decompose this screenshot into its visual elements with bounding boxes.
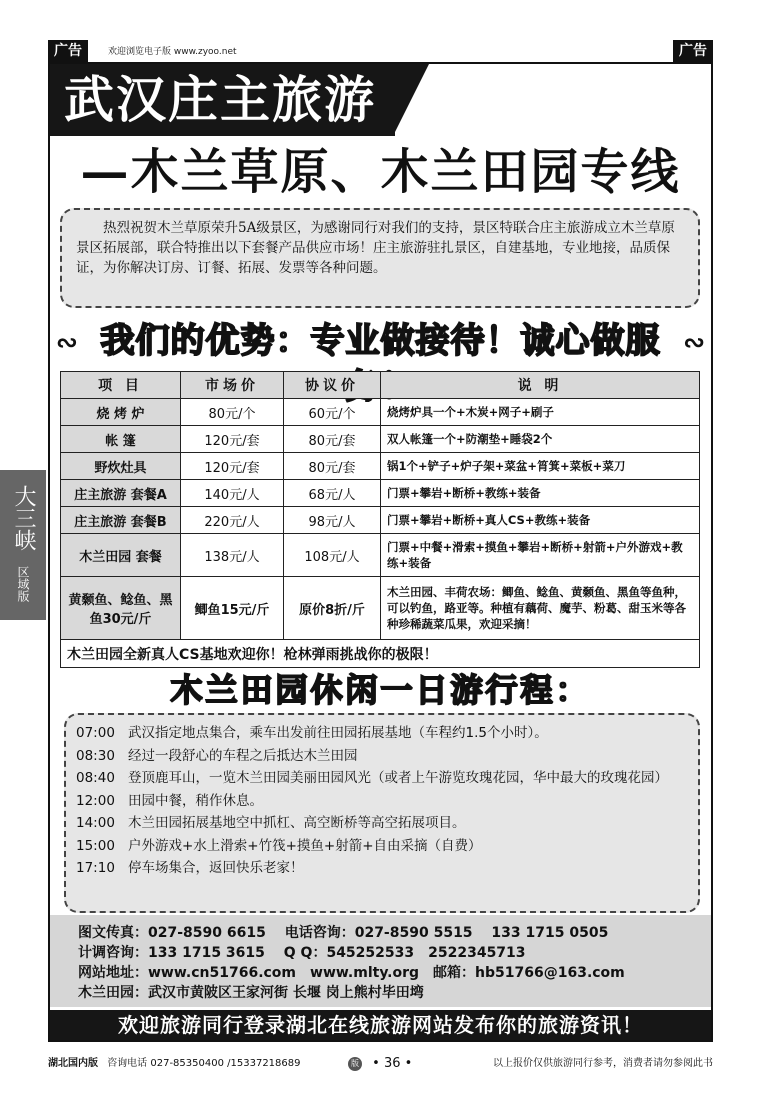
cell-item: 庄主旅游 套餐A [61,480,181,507]
cell-desc: 门票+攀岩+断桥+真人CS+教练+装备 [381,507,700,534]
cell-market: 138元/人 [181,534,284,577]
cell-item: 野炊灶具 [61,453,181,480]
itinerary-box [64,713,700,913]
itinerary-text: 经过一段舒心的车程之后抵达木兰田园 [128,747,358,764]
cell-desc: 门票+攀岩+断桥+教练+装备 [381,480,700,507]
cell-agreement: 68元/人 [284,480,381,507]
contact-address: 木兰田园：武汉市黄陂区王家河街 长堰 岗上熊村毕田塆 [78,985,424,1001]
itinerary-row [76,722,688,745]
table-row [61,426,700,453]
table-row [61,399,700,426]
table-row [61,507,700,534]
cell-market: 220元/人 [181,507,284,534]
cell-desc: 双人帐篷一个+防潮垫+睡袋2个 [381,426,700,453]
cell-market: 120元/套 [181,426,284,453]
table-row [61,534,700,577]
header-item: 项 目 [61,372,181,399]
itinerary-text: 武汉指定地点集合，乘车出发前往田园拓展基地（车程约1.5个小时）。 [128,725,548,741]
slogan-text: 我们的优势：专业做接待！诚心做服 [100,321,661,361]
cell-desc: 烧烤炉具一个+木炭+网子+刷子 [381,399,700,426]
top-bar [48,40,713,62]
table-header [61,372,700,399]
itinerary-row [76,835,688,858]
contact-fax-phone: 图文传真：027-8590 6615 电话咨询：027-8590 5515 133 1715 0505 [78,925,609,941]
itinerary-text: 户外游戏+水上滑索+竹筏+摸鱼+射箭+自由采摘（自费） [128,837,482,854]
page-badge-icon: 版 [348,1057,362,1071]
bottom-banner: 欢迎旅游同行登录湖北在线旅游网站发布你的旅游资讯！ [50,1010,711,1040]
itinerary-row [76,745,688,768]
itinerary-time: 14:00 [76,815,115,831]
cell-agreement: 原价8折/斤 [284,577,381,640]
header-market-price: 市场价 [181,372,284,399]
contact-website-email: 网站地址：www.cn51766.com www.mlty.org 邮箱：hb51766@163.com [78,965,625,981]
page-number: • 36 • [372,1056,413,1071]
contact-planner-qq: 计调咨询：133 1715 3615 Q Q：545252533 2522345713 [78,945,526,961]
footer-phone: 咨询电话 027-85350400 /15337218689 [107,1058,301,1069]
footer [48,1056,713,1072]
cell-item: 庄主旅游 套餐B [61,507,181,534]
header-description: 说 明 [381,372,700,399]
itinerary-text: 登顶鹿耳山，一览木兰田园美丽田园风光（或者上午游览玫瑰花园，华中最大的玫瑰花园） [128,770,668,786]
ad-tag-right: 广告 [673,40,713,62]
itinerary-row [76,812,688,835]
header-agreement-price: 协议价 [284,372,381,399]
brand-block [50,64,395,136]
cell-item: 黄颡鱼、鲶鱼、黑鱼30元/斤 [61,577,181,640]
table-row [61,480,700,507]
swirl-left-icon: ∾ [56,328,78,358]
footer-disclaimer: 以上报价仅供旅游同行参考，消费者请勿参阅此书 [493,1058,713,1069]
side-tab-sub: 区域版 [16,566,30,602]
side-region-tab [0,470,46,620]
cell-desc: 门票+中餐+滑索+摸鱼+攀岩+断桥+射箭+户外游戏+教练+装备 [381,534,700,577]
cell-desc: 锅1个+铲子+炉子架+菜盆+筲箕+菜板+菜刀 [381,453,700,480]
itinerary-time: 08:40 [76,770,115,786]
itinerary-time: 15:00 [76,837,115,854]
itinerary-title: 木兰田园休闲一日游行程： [170,671,591,709]
itinerary-text: 木兰田园拓展基地空中抓杠、高空断桥等高空拓展项目。 [128,815,466,831]
ad-tag-left: 广告 [48,40,88,62]
table-row-cs [61,640,700,668]
cell-market: 120元/套 [181,453,284,480]
footer-left [48,1056,301,1072]
intro-box: 热烈祝贺木兰草原荣升5A级景区，为感谢同行对我们的支持，景区特联合庄主旅游成立木兰草原景区拓展部，联合特推出以下套餐产品供应市场！庄主旅游驻扎景区，自建基地，专业地接，品质保证，为你解决订房、订餐、拓展、发票等各种问题。 [60,208,700,308]
cell-market: 80元/个 [181,399,284,426]
slogan [48,316,713,366]
itinerary-text: 田园中餐，稍作休息。 [128,792,263,809]
table-row [61,453,700,480]
itinerary-row [76,767,688,790]
top-note: 欢迎浏览电子版 www.zyoo.net [108,47,237,57]
cell-agreement: 60元/个 [284,399,381,426]
itinerary-time: 17:10 [76,860,115,876]
footer-page [348,1056,412,1072]
itinerary-row [76,857,688,880]
cell-item: 帐 篷 [61,426,181,453]
cell-item: 木兰田园 套餐 [61,534,181,577]
cell-item: 烧 烤 炉 [61,399,181,426]
itinerary-row [76,790,688,813]
subtitle: —木兰草原、木兰田园专线 [80,144,681,200]
itinerary-text: 停车场集合，返回快乐老家！ [128,860,304,876]
brand-diagonal [393,64,429,136]
cell-agreement: 98元/人 [284,507,381,534]
cell-agreement: 108元/人 [284,534,381,577]
itinerary-time: 08:30 [76,747,115,764]
table-row [61,577,700,640]
cell-market: 140元/人 [181,480,284,507]
cell-desc: 木兰田园、丰荷农场：鲫鱼、鲶鱼、黄颡鱼、黑鱼等鱼种，可以钓鱼，路亚等。种植有藕荷、魔芋、粉葛、甜玉米等各种珍稀蔬菜瓜果，欢迎采摘！ [381,577,700,640]
cs-note: 木兰田园全新真人CS基地欢迎你！枪林弹雨挑战你的极限！ [61,640,700,668]
footer-edition: 湖北国内版 [48,1058,98,1069]
price-table [60,371,700,668]
brand-title: 武汉庄主旅游 [64,70,376,129]
itinerary-time: 07:00 [76,725,115,741]
itinerary-time: 12:00 [76,792,115,809]
cell-market: 鲫鱼15元/斤 [181,577,284,640]
cell-agreement: 80元/套 [284,426,381,453]
cell-agreement: 80元/套 [284,453,381,480]
swirl-right-icon: ∾ [683,328,705,358]
contact-block [50,915,711,1007]
side-tab-main: 大三峡 [11,485,36,551]
